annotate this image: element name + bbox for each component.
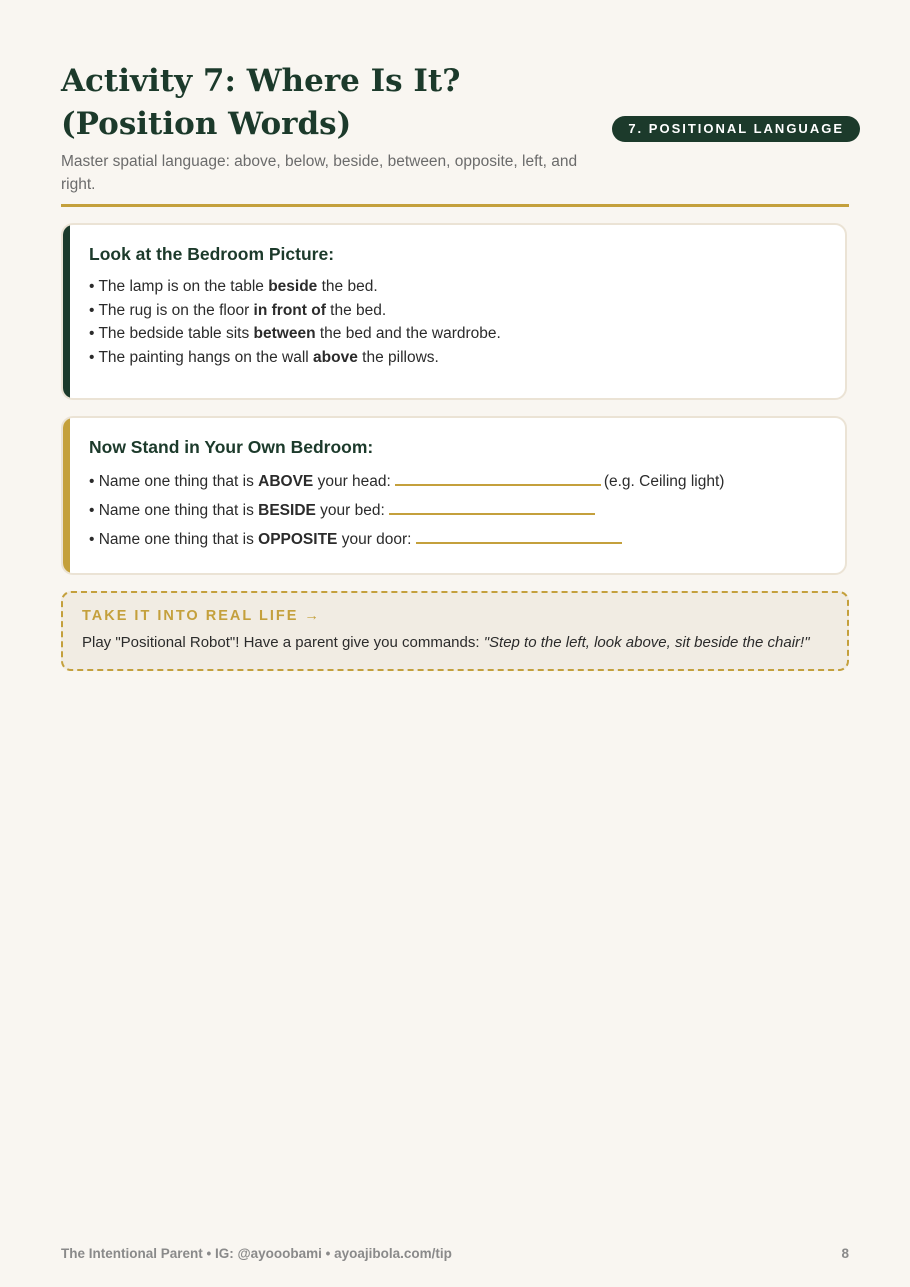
list-item: • The painting hangs on the wall above the pillows.	[89, 348, 439, 366]
list-item: • Name one thing that is BESIDE your bed:	[89, 499, 724, 528]
tip-text: Play "Positional Robot"! Have a parent give you commands: "Step to the left, look above, sit beside the chair!"	[82, 634, 810, 651]
page-header	[61, 60, 849, 196]
tip-quote: "Step to the left, look above, sit beside the chair!"	[483, 634, 810, 651]
list-item: • Name one thing that is ABOVE your head: (e.g. Ceiling light)	[89, 470, 724, 499]
tip-heading: TAKE IT INTO REAL LIFE →	[82, 608, 321, 624]
card-title: Now Stand in Your Own Bedroom:	[89, 437, 374, 457]
card-accent-bar	[63, 225, 70, 398]
page-title: Activity 7: Where Is It? (Position Words)	[61, 63, 461, 142]
fill-in-list	[89, 470, 724, 557]
bedroom-picture-card	[61, 223, 847, 400]
list-item: • The bedside table sits between the bed and the wardrobe.	[89, 325, 501, 342]
list-item: • The rug is on the floor in front of the bed.	[89, 301, 387, 319]
list-item: • The lamp is on the table beside the bed.	[89, 278, 378, 295]
bedroom-facts-list	[89, 275, 501, 369]
footer-credit: The Intentional Parent • IG: @ayooobami • ayoajibola.com/tip	[61, 1246, 452, 1261]
header-divider	[61, 204, 849, 207]
card-title: Look at the Bedroom Picture:	[89, 244, 335, 264]
example-hint: (e.g. Ceiling light)	[603, 473, 725, 490]
real-life-tip-box	[61, 591, 849, 671]
answer-blank-above[interactable]	[395, 470, 601, 486]
list-item: • Name one thing that is OPPOSITE your door:	[89, 528, 724, 557]
page-number: 8	[841, 1246, 849, 1261]
section-badge: 7. POSITIONAL LANGUAGE	[612, 116, 860, 142]
card-accent-bar	[63, 418, 70, 573]
own-bedroom-card	[61, 416, 847, 575]
answer-blank-opposite[interactable]	[416, 528, 622, 544]
page-subtitle: Master spatial language: above, below, beside, between, opposite, left, and right.	[61, 153, 578, 193]
answer-blank-beside[interactable]	[389, 499, 595, 515]
